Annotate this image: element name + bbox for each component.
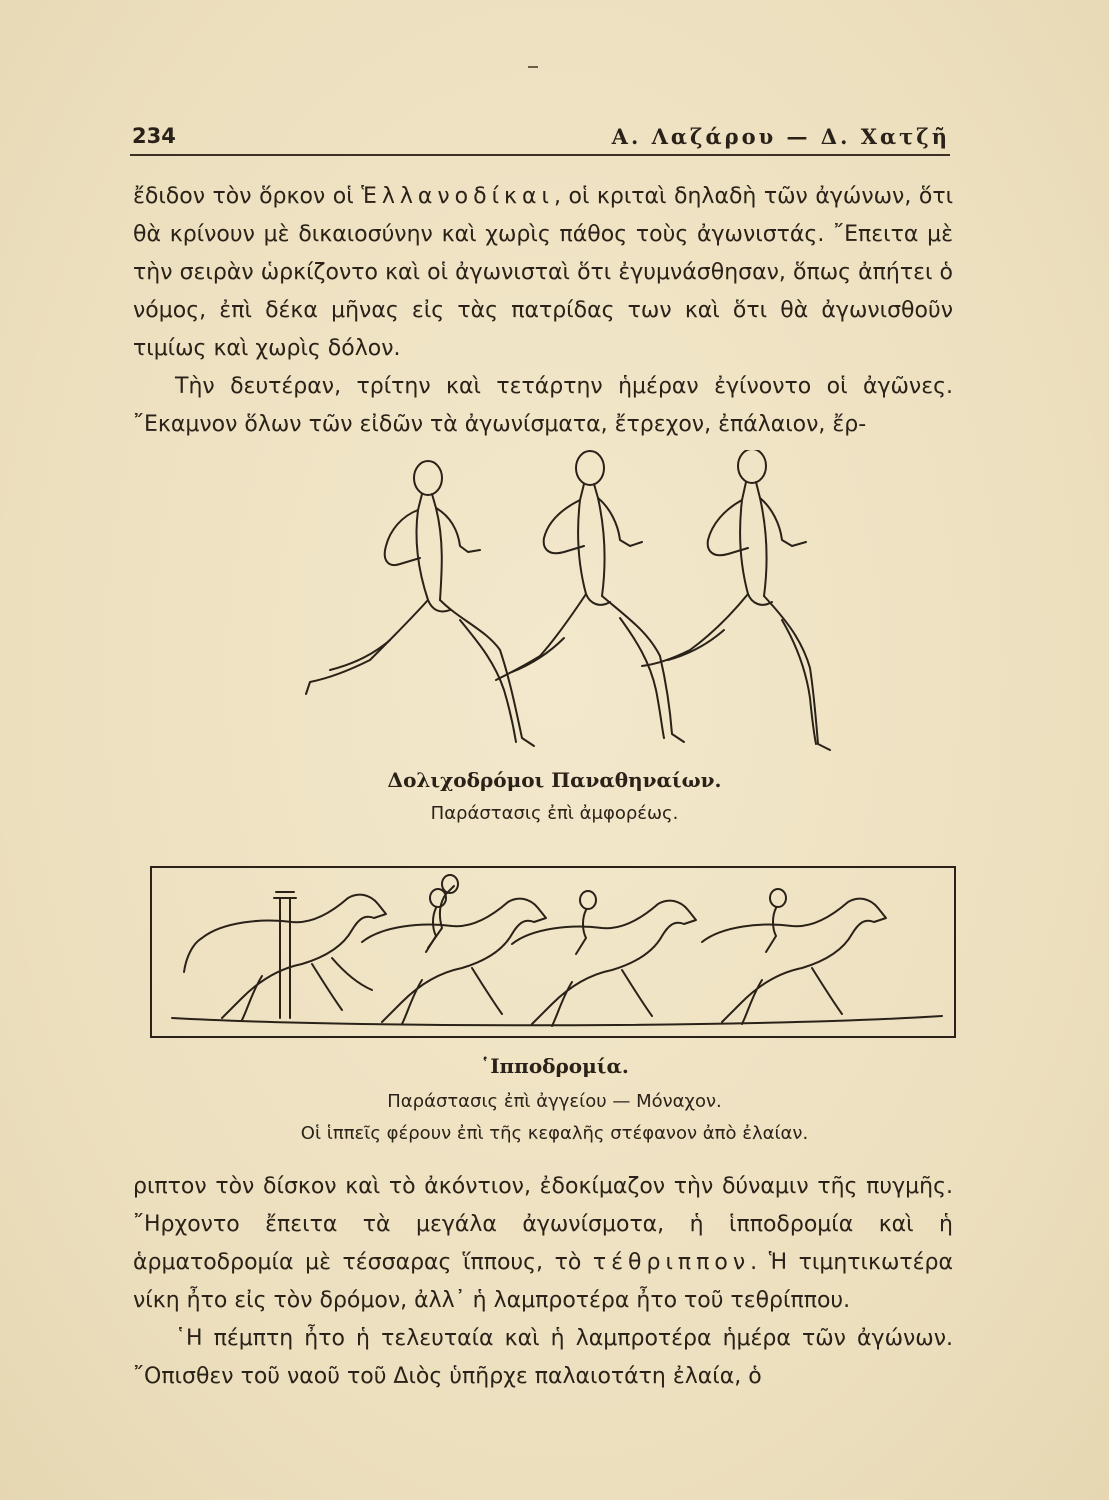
turning-post bbox=[274, 892, 296, 1018]
runner-figure-3 bbox=[642, 450, 830, 750]
figure2-caption-line1: Παράστασις ἐπὶ ἀγγείου — Μόναχον. bbox=[387, 1091, 722, 1112]
paragraph-contests bbox=[133, 1168, 953, 1320]
contests-text-rest: . Ἡ τιμητικωτέρα νίκη ἦτο εἰς τὸν δρόμον, ἀλλ᾿ ἡ λαμπροτέρα ἦτο τοῦ τεθρίππου. bbox=[133, 1250, 953, 1313]
horse-rider-1 bbox=[184, 875, 458, 1020]
ground-line bbox=[172, 1016, 942, 1025]
figure2-caption-title: ῾Ιπποδρομία. bbox=[480, 1054, 629, 1078]
paragraph-oath bbox=[133, 178, 953, 368]
horse-rider-2 bbox=[362, 889, 546, 1024]
runner-figure-2 bbox=[496, 451, 684, 742]
runner-figure-1 bbox=[306, 461, 534, 746]
horse-rider-4 bbox=[702, 889, 886, 1024]
tethrippon-term: τέθριππον bbox=[592, 1250, 751, 1275]
figure1-caption-sub: Παράστασις ἐπὶ ἀμφορέως. bbox=[430, 803, 679, 824]
oath-text-rest: , οἱ κριταὶ δηλαδὴ τῶν ἀγώνων, ὅτι θὰ κρίνουν μὲ δικαιοσύνην καὶ χωρὶς πάθος τοὺς ἀγωνιστάς. ῎Επειτα μὲ τὴν σειρὰν ὡρκίζοντο καὶ οἱ ἀγωνισταὶ ὅτι ἐγυμνάσθησαν, ὅπως ἀπήτει ὁ νόμος, ἐπὶ δέκα μῆνας εἰς τὰς πατρίδας των καὶ ὅτι θὰ ἀγωνισθοῦν τιμίως καὶ χωρὶς δόλον. bbox=[133, 184, 954, 361]
oath-text-start: ἔδιδον τὸν ὅρκον οἱ bbox=[133, 184, 362, 209]
paragraph-games-days: Τὴν δευτέραν, τρίτην καὶ τετάρτην ἡμέραν ἐγίνοντο οἱ ἀγῶνες. ῎Εκαμνον ὅλων τῶν εἰδῶν τὰ ἀγωνίσματα, ἔτρεχον, ἐπάλαιον, ἔρ- bbox=[133, 374, 953, 437]
horse-race-illustration bbox=[150, 866, 956, 1038]
running-head: Α. Λαζάρου — Δ. Χατζῆ bbox=[611, 124, 950, 149]
page-header bbox=[130, 118, 950, 156]
top-text-block bbox=[133, 178, 953, 444]
runners-illustration bbox=[270, 450, 850, 760]
figure1-caption-title: Δολιχοδρόμοι Παναθηναίων. bbox=[387, 768, 722, 792]
bottom-text-block bbox=[133, 1168, 953, 1396]
hellanodikai-term: Ἑλλανοδίκαι bbox=[361, 184, 554, 209]
paragraph-fifth-day: ῾Η πέμπτη ἦτο ἡ τελευταία καὶ ἡ λαμπροτέρα ἡμέρα τῶν ἀγώνων. ῎Οπισθεν τοῦ ναοῦ τοῦ Διὸς ὑπῆρχε παλαιοτάτη ἐλαία, ὁ bbox=[133, 1326, 953, 1389]
page-number: 234 bbox=[132, 124, 176, 148]
horse-race-drawing bbox=[152, 868, 954, 1036]
figure2-caption-line2: Οἱ ἱππεῖς φέρουν ἐπὶ τῆς κεφαλῆς στέφανον ἀπὸ ἐλαίαν. bbox=[300, 1123, 809, 1144]
print-mark bbox=[528, 66, 538, 68]
contests-text-start: ριπτον τὸν δίσκον καὶ τὸ ἀκόντιον, ἐδοκίμαζον τὴν δύναμιν τῆς πυγμῆς. ῎Ηρχοντο ἔπειτα τὰ μεγάλα ἀγωνίσμοτα, ἡ ἱπποδρομία καὶ ἡ ἁρματοδρομία μὲ τέσσαρας ἵππους, τὸ bbox=[133, 1174, 953, 1275]
